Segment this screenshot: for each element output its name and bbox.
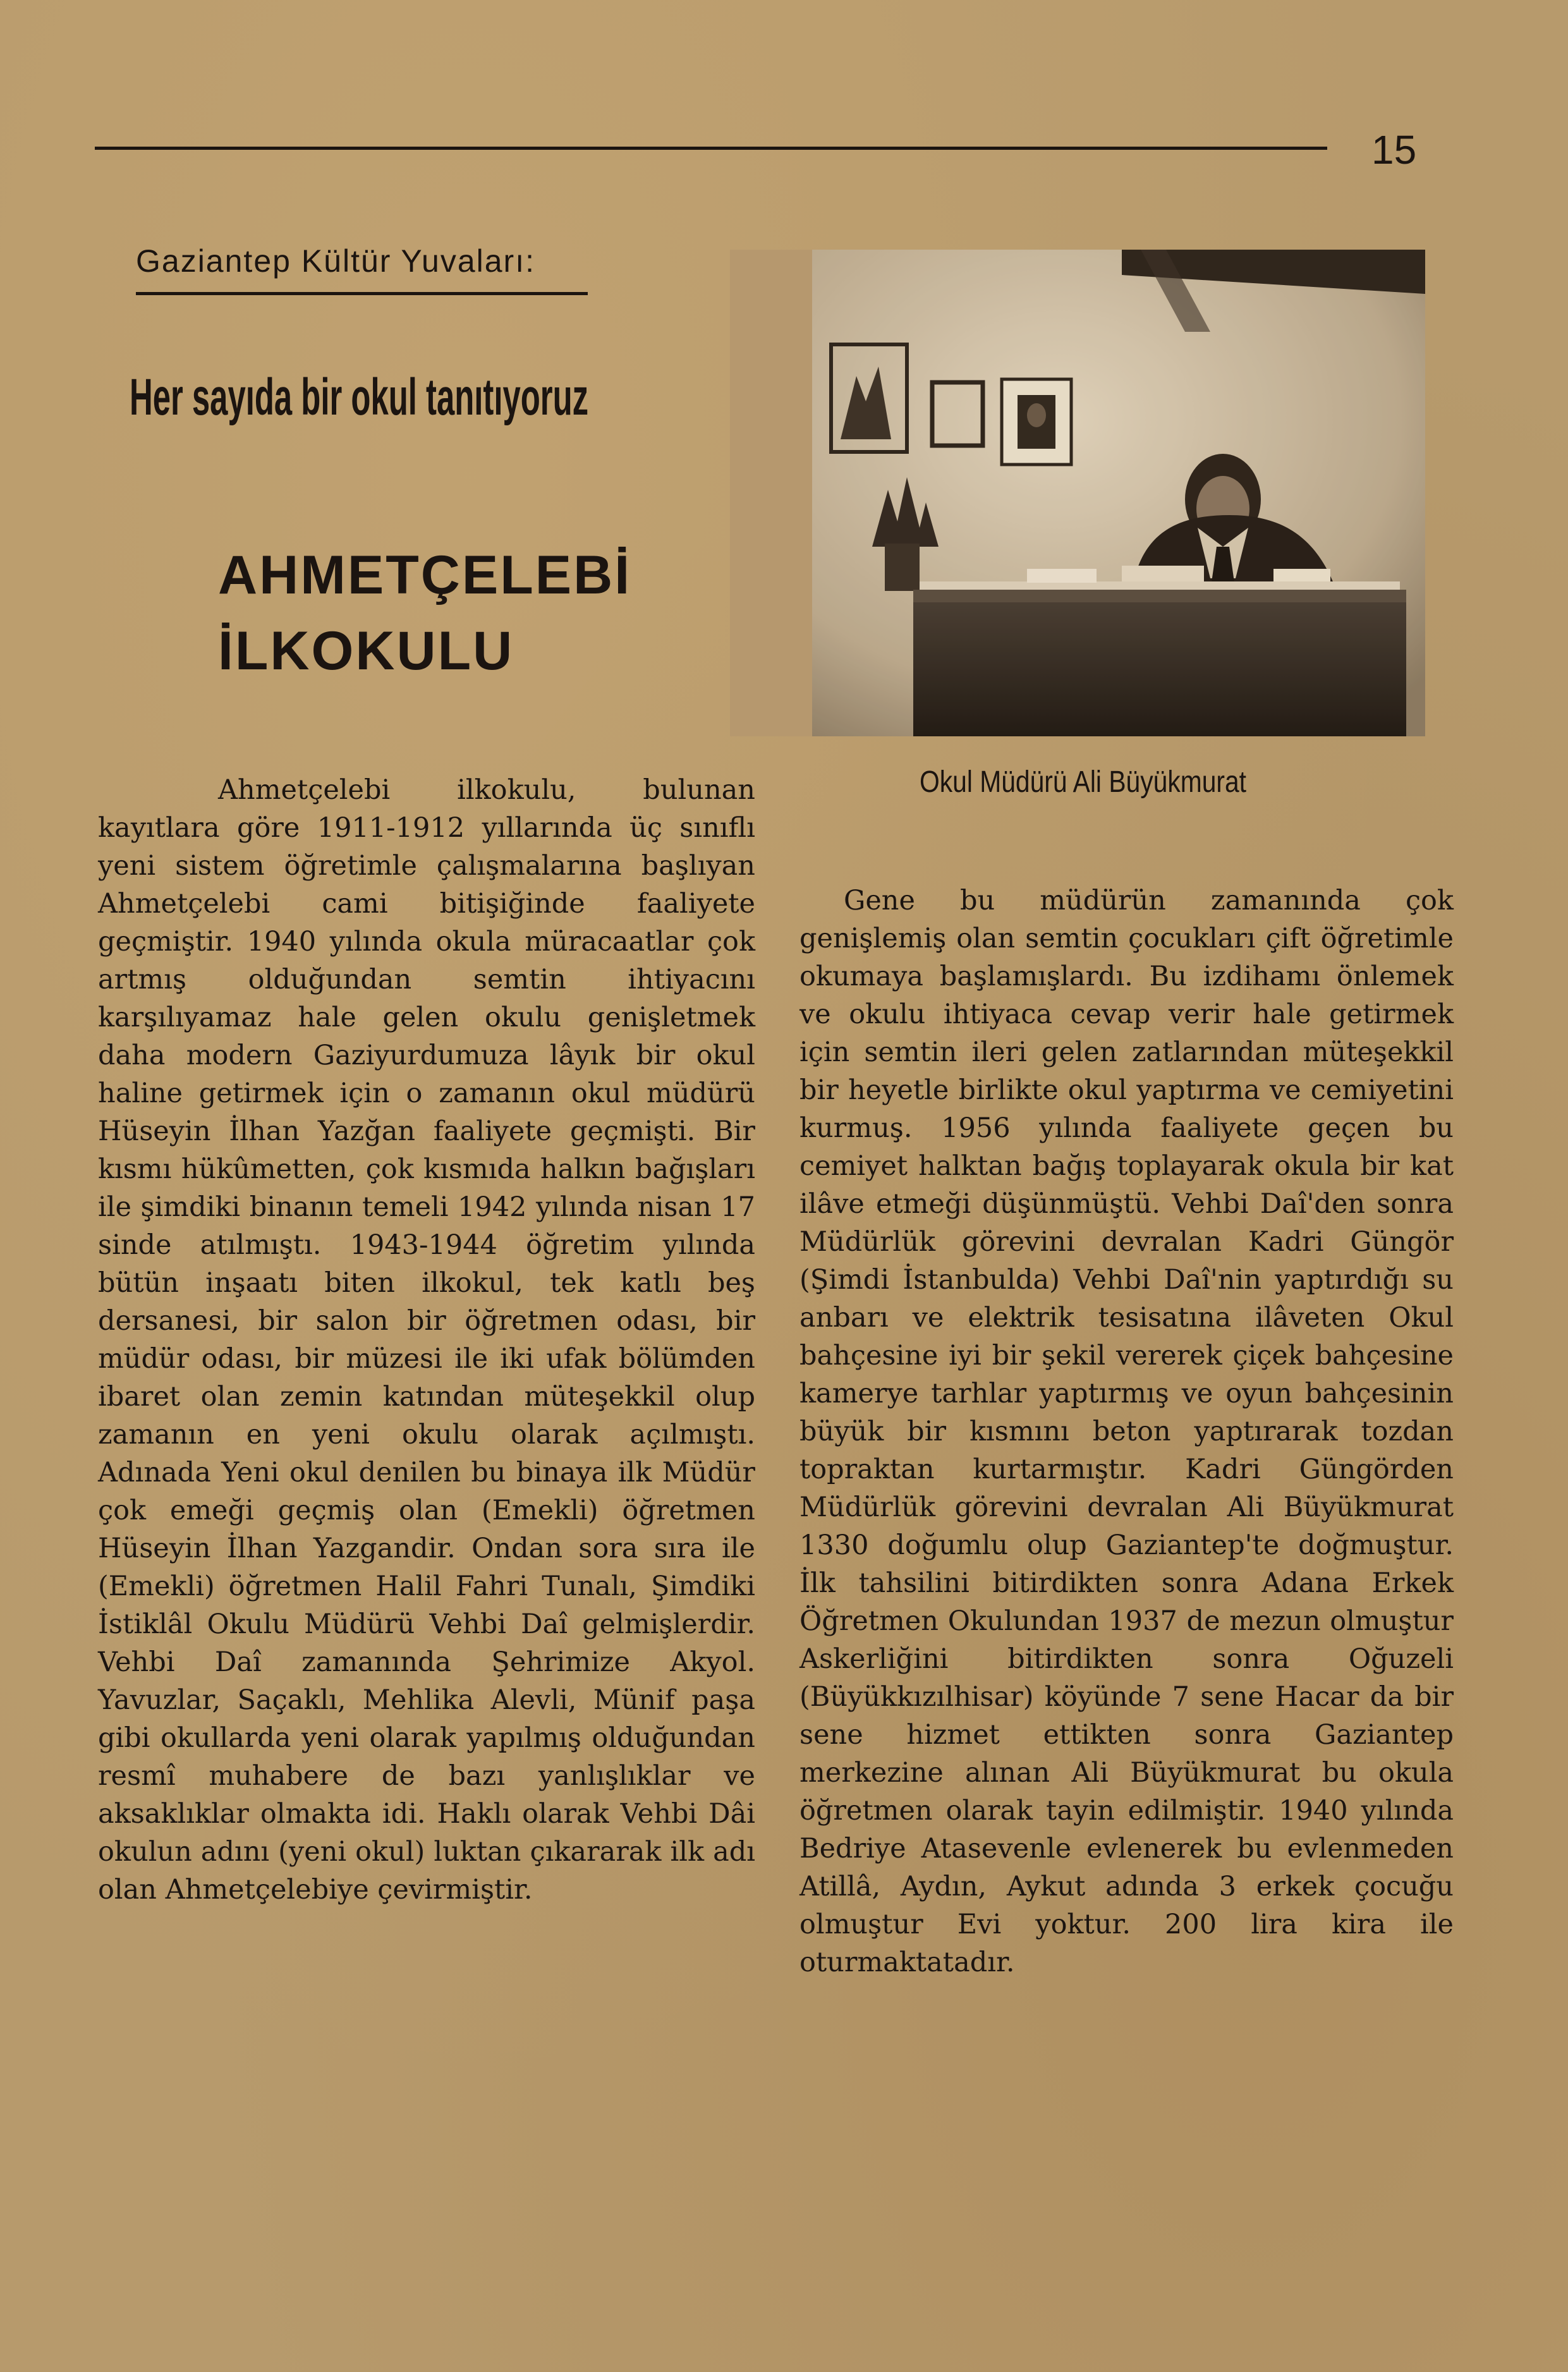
photo-caption: Okul Müdürü Ali Büyükmurat	[920, 765, 1247, 799]
series-title: Gaziantep Kültür Yuvaları:	[136, 243, 535, 279]
header-rule	[95, 147, 1327, 150]
series-underline	[136, 292, 588, 295]
principal-photo	[730, 250, 1425, 736]
school-name-line1: AHMETÇELEBİ	[218, 545, 632, 605]
feature-line: Her sayıda bir okul tanıtıyoruz	[130, 368, 589, 426]
article-left-column: Ahmetçelebi ilkokulu, bulunan kayıtlara göre 1911-1912 yıllarında üç sınıflı yeni sistem öğretimle çalışmalarına başlıyan Ahmetçelebi cami bitişiğinde faaliyete geçmiştir. 1940 yılında okula müracaatlar çok artmış olduğundan semtin ihtiyacını karşılıyamaz hale gelen okulu genişletmek daha modern Gaziyurdumuza lâyık bir okul haline getirmek için o zamanın okul müdürü Hüseyin İlhan Yazğan faaliyete geçmişti. Bir kısmı hükûmetten, çok kısmıda halkın bağışları ile şimdiki binanın temeli 1942 yılında nisan 17 sinde atılmıştı. 1943-1944 öğretim yılında bütün inşaatı biten ilkokul, tek katlı beş dersanesi, bir salon bir öğretmen odası, bir müdür odası, bir müzesi ile iki ufak bölümden ibaret olan zemin katından müteşekkil olup zamanın en yeni okulu olarak açılmıştı. Adınada Yeni okul denilen bu binaya ilk Müdür çok emeği geçmiş olan (Emekli) öğretmen Hüseyin İlhan Yazgandir. Ondan sora sıra ile (Emekli) öğretmen Halil Fahri Tunalı, Şimdiki İstiklâl Okulu Müdürü Vehbi Daî gelmişlerdir. Vehbi Daî zamanında Şehrimize Akyol. Yavuzlar, Saçaklı, Mehlika Alevli, Münif paşa gibi okullarda yeni olarak yapılmış olduğundan resmî muhabere de bazı yanlışlıklar ve aksaklıklar olmakta idi. Haklı olarak Vehbi Dâi okulun adını (yeni okul) luktan çıkararak ilk adı olan Ahmetçelebiye çevirmiştir.	[98, 774, 755, 1906]
school-name-line2: İLKOKULU	[218, 621, 514, 681]
article-right-column: Gene bu müdürün zamanında çok genişlemiş olan semtin çocukları çift öğretimle okumaya başlamışlardı. Bu izdihamı önlemek ve okulu ihtiyaca cevap verir hale getirmek için semtin ileri gelen zatlarından müteşekkil bir heyetle birlikte okul yaptırma ve cemiyetini kurmuş. 1956 yılında faaliyete geçen bu cemiyet halktan bağış toplayarak okula bir kat ilâve etmeği düşünmüştü. Vehbi Daî'den sonra Müdürlük görevini devralan Kadri Güngör (Şimdi İstanbulda) Vehbi Daî'nin yaptırdığı su anbarı ve elektrik tesisatına ilâveten Okul bahçesine iyi bir şekil vererek çiçek bahçesine kamerye tarhlar yaptırmış ve oyun bahçesinin büyük bir kısmını beton yaptırarak tozdan topraktan kurtarmıştır. Kadri Güngörden Müdürlük görevini devralan Ali Büyükmurat 1330 doğumlu olup Gaziantep'te doğmuştur. İlk tahsilini bitirdikten sonra Adana Erkek Öğretmen Okulundan 1937 de mezun olmuştur Askerliğini bitirdikten sonra Oğuzeli (Büyükkızılhisar) köyünde 7 sene Hacar da bir sene hizmet ettikten sonra Gaziantep merkezine alınan Ali Büyükmurat bu okula öğretmen olarak tayin edilmiştir. 1940 yılında Bedriye Atasevenle evlenerek bu evlenmeden Atillâ, Aydın, Aykut adında 3 erkek çocuğu olmuştur Evi yoktur. 200 lira kira ile oturmaktatadır.	[799, 885, 1454, 1978]
page-number: 15	[1371, 127, 1417, 173]
school-name	[218, 537, 631, 689]
